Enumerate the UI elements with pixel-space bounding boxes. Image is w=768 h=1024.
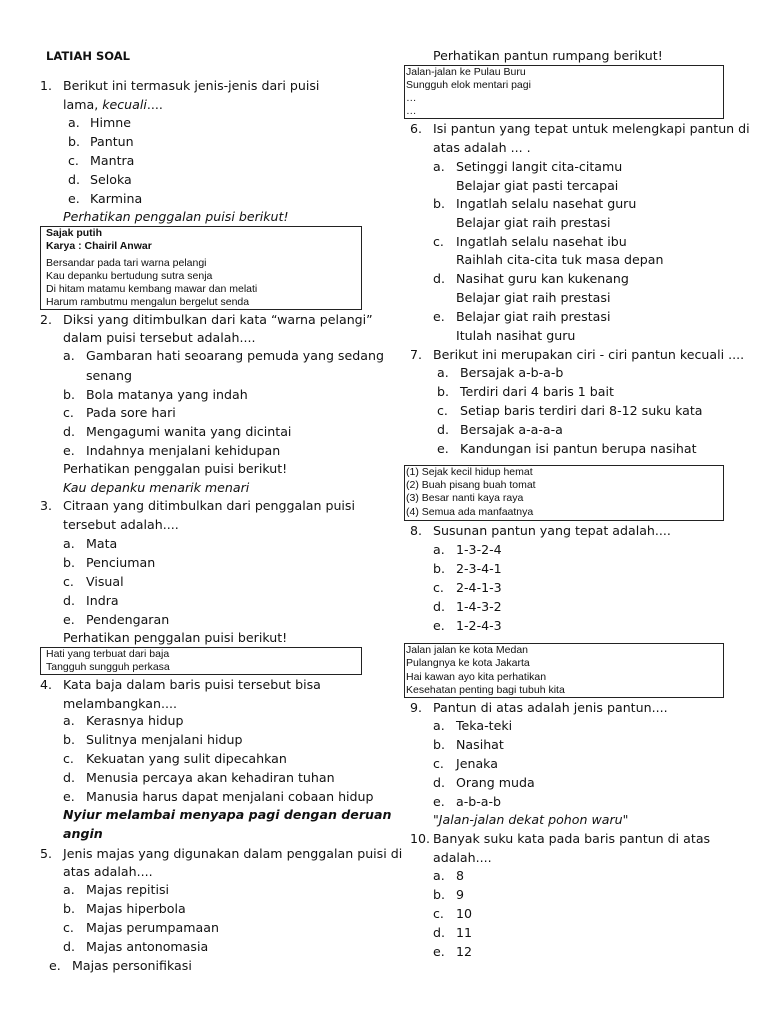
option-letter: e.: [63, 443, 75, 458]
option-text: Seloka: [90, 172, 132, 187]
option-text: Manusia harus dapat menjalani cobaan hidup: [86, 789, 374, 804]
option-text: Itulah nasihat guru: [456, 328, 576, 343]
poem-line: Harum rambutmu mengalun bergelut senda: [46, 296, 250, 308]
option-letter: b.: [63, 901, 75, 916]
option-text: Ingatlah selalu nasehat ibu: [456, 234, 627, 249]
pantun-line: (1) Sejak kecil hidup hemat: [406, 466, 533, 478]
pantun-line: Jalan-jalan ke Pulau Buru: [406, 66, 526, 78]
option-text: Belajar giat raih prestasi: [456, 215, 611, 230]
option-letter: a.: [433, 718, 445, 733]
option-text: Bola matanya yang indah: [86, 387, 248, 402]
pantun-quote: "Jalan-jalan dekat pohon waru": [433, 812, 629, 827]
question-number: 9.: [410, 700, 423, 715]
option-letter: e.: [63, 789, 75, 804]
option-text: Himne: [90, 115, 131, 130]
option-text: Majas hiperbola: [86, 901, 186, 916]
option-text: Kandungan isi pantun berupa nasihat: [460, 441, 697, 456]
option-letter: e.: [433, 618, 445, 633]
question-text: dalam puisi tersebut adalah....: [63, 330, 256, 345]
option-letter: a.: [433, 159, 445, 174]
option-letter: d.: [63, 424, 75, 439]
option-letter: c.: [433, 234, 444, 249]
instruction-text: Perhatikan penggalan puisi berikut!: [63, 209, 289, 224]
option-letter: d.: [433, 775, 445, 790]
option-letter: c.: [433, 906, 444, 921]
question-text: Susunan pantun yang tepat adalah....: [433, 523, 671, 538]
option-text: Belajar giat raih prestasi: [456, 309, 611, 324]
option-letter: a.: [433, 542, 445, 557]
question-number: 8.: [410, 523, 423, 538]
option-text: Mantra: [90, 153, 135, 168]
page-title: LATIAH SOAL: [46, 49, 130, 63]
option-text: Orang muda: [456, 775, 535, 790]
question-text: atas adalah....: [63, 864, 153, 879]
option-text: a-b-a-b: [456, 794, 502, 809]
pantun-line: Hai kawan ayo kita perhatikan: [406, 671, 547, 683]
option-text: 2-3-4-1: [456, 561, 502, 576]
option-letter: e.: [49, 958, 61, 973]
pantun-line: Kesehatan penting bagi tubuh kita: [406, 684, 565, 696]
poem-heading: Karya : Chairil Anwar: [46, 240, 152, 252]
option-text: Pantun: [90, 134, 134, 149]
option-letter: d.: [433, 271, 445, 286]
poem-line: Tangguh sungguh perkasa: [46, 661, 170, 673]
instruction-text: Perhatikan penggalan puisi berikut!: [63, 461, 288, 476]
question-text: Banyak suku kata pada baris pantun di atas: [433, 831, 711, 846]
question-number: 4.: [40, 677, 53, 692]
question-text: Isi pantun yang tepat untuk melengkapi pantun di: [433, 121, 750, 136]
option-text: Mata: [86, 536, 118, 551]
question-number: 2.: [40, 312, 53, 327]
pantun-line: Sungguh elok mentari pagi: [406, 79, 531, 91]
option-text: Kerasnya hidup: [86, 713, 184, 728]
question-text: Kata baja dalam baris puisi tersebut bisa: [63, 677, 321, 692]
option-letter: b.: [433, 737, 445, 752]
option-text: 10: [456, 906, 473, 921]
pantun-line: …: [406, 92, 417, 104]
option-letter: c.: [433, 580, 444, 595]
option-text: Nasihat: [456, 737, 504, 752]
option-letter: d.: [433, 599, 445, 614]
option-text: Raihlah cita-cita tuk masa depan: [456, 252, 664, 267]
option-letter: b.: [68, 134, 80, 149]
option-letter: d.: [433, 925, 445, 940]
question-text: adalah....: [433, 850, 492, 865]
option-text: Indra: [86, 593, 119, 608]
option-letter: c.: [68, 153, 79, 168]
question-text: lama,: [63, 97, 103, 112]
poem-line: Hati yang terbuat dari baja: [46, 648, 170, 660]
option-text: Bersajak a-a-a-a: [460, 422, 563, 437]
option-text: Karmina: [90, 191, 143, 206]
option-text: Sulitnya menjalani hidup: [86, 732, 243, 747]
option-letter: e.: [68, 191, 80, 206]
option-letter: a.: [63, 713, 75, 728]
option-text: Mengagumi wanita yang dicintai: [86, 424, 292, 439]
option-text: Pada sore hari: [86, 405, 176, 420]
option-text: Majas antonomasia: [86, 939, 209, 954]
option-text: Jenaka: [456, 756, 498, 771]
option-letter: e.: [437, 441, 449, 456]
option-letter: a.: [437, 365, 449, 380]
question-text: Diksi yang ditimbulkan dari kata “warna pelangi”: [63, 312, 373, 327]
question-text: tersebut adalah....: [63, 517, 179, 532]
option-text: Menusia percaya akan kehadiran tuhan: [86, 770, 335, 785]
option-text: 1-2-4-3: [456, 618, 502, 633]
option-text: Bersajak a-b-a-b: [460, 365, 564, 380]
question-text: melambangkan....: [63, 696, 177, 711]
option-text: Visual: [86, 574, 124, 589]
option-letter: d.: [63, 593, 75, 608]
pantun-line: (4) Semua ada manfaatnya: [406, 506, 534, 518]
option-text: Setiap baris terdiri dari 8-12 suku kata: [460, 403, 703, 418]
option-letter: b.: [433, 561, 445, 576]
question-number: 7.: [410, 347, 423, 362]
option-letter: c.: [63, 574, 74, 589]
pantun-line: Jalan jalan ke kota Medan: [406, 644, 528, 656]
question-number: 3.: [40, 498, 53, 513]
question-number: 10.: [410, 831, 431, 846]
emphasis-text: kecuali: [102, 97, 147, 112]
option-letter: c.: [437, 403, 448, 418]
option-letter: a.: [63, 348, 75, 363]
option-text: Majas personifikasi: [72, 958, 192, 973]
pantun-line: …: [406, 105, 417, 117]
option-text: Penciuman: [86, 555, 156, 570]
question-number: 1.: [40, 78, 53, 93]
option-text: Indahnya menjalani kehidupan: [86, 443, 281, 458]
poem-quote: Kau depanku menarik menari: [63, 480, 250, 495]
option-text: 2-4-1-3: [456, 580, 502, 595]
option-text: 1-3-2-4: [456, 542, 502, 557]
question-text: Berikut ini termasuk jenis-jenis dari puisi: [63, 78, 320, 93]
question-line: [63, 96, 163, 114]
question-text: Citraan yang ditimbulkan dari penggalan puisi: [63, 498, 355, 513]
option-text: Pendengaran: [86, 612, 170, 627]
option-letter: e.: [433, 944, 445, 959]
pantun-line: Pulangnya ke kota Jakarta: [406, 657, 530, 669]
option-letter: b.: [433, 887, 445, 902]
poem-line: Di hitam matamu kembang mawar dan melati: [46, 283, 258, 295]
option-text: 9: [456, 887, 465, 902]
option-letter: e.: [433, 794, 445, 809]
option-text: Majas repitisi: [86, 882, 170, 897]
option-letter: e.: [433, 309, 445, 324]
option-letter: a.: [63, 882, 75, 897]
option-text: Majas perumpamaan: [86, 920, 219, 935]
option-letter: a.: [68, 115, 80, 130]
option-letter: d.: [437, 422, 449, 437]
option-letter: d.: [63, 939, 75, 954]
option-text: 8: [456, 868, 465, 883]
option-letter: c.: [433, 756, 444, 771]
option-text: 1-4-3-2: [456, 599, 502, 614]
option-text: Belajar giat pasti tercapai: [456, 178, 619, 193]
option-letter: a.: [433, 868, 445, 883]
option-letter: d.: [68, 172, 80, 187]
option-letter: a.: [63, 536, 75, 551]
option-text: Kekuatan yang sulit dipecahkan: [86, 751, 287, 766]
poem-quote: angin: [63, 826, 103, 841]
option-letter: b.: [63, 387, 75, 402]
pantun-line: (2) Buah pisang buah tomat: [406, 479, 536, 491]
question-text-end: ....: [146, 97, 163, 112]
option-text: Gambaran hati seoarang pemuda yang sedang: [86, 348, 384, 363]
option-letter: c.: [63, 751, 74, 766]
poem-heading: Sajak putih: [46, 227, 103, 239]
poem-line: Bersandar pada tari warna pelangi: [46, 257, 207, 269]
poem-line: Kau depanku bertudung sutra senja: [46, 270, 213, 282]
option-letter: b.: [433, 196, 445, 211]
option-text: Belajar giat raih prestasi: [456, 290, 611, 305]
question-text: Jenis majas yang digunakan dalam penggalan puisi di: [63, 846, 403, 861]
poem-quote: Nyiur melambai menyapa pagi dengan deruan: [63, 807, 392, 822]
option-text: Setinggi langit cita-citamu: [456, 159, 623, 174]
question-number: 5.: [40, 846, 53, 861]
option-text: 11: [456, 925, 473, 940]
option-text: Nasihat guru kan kukenang: [456, 271, 629, 286]
option-letter: e.: [63, 612, 75, 627]
option-text: senang: [86, 368, 132, 383]
option-letter: c.: [63, 405, 74, 420]
instruction-text: Perhatikan pantun rumpang berikut!: [433, 48, 663, 63]
option-text: 12: [456, 944, 473, 959]
option-letter: b.: [437, 384, 449, 399]
instruction-text: Perhatikan penggalan puisi berikut!: [63, 630, 288, 645]
option-letter: b.: [63, 732, 75, 747]
option-text: Ingatlah selalu nasehat guru: [456, 196, 637, 211]
option-letter: c.: [63, 920, 74, 935]
question-text: Pantun di atas adalah jenis pantun....: [433, 700, 668, 715]
option-text: Terdiri dari 4 baris 1 bait: [460, 384, 614, 399]
option-text: Teka-teki: [456, 718, 513, 733]
question-text: atas adalah ... .: [433, 140, 531, 155]
question-text: Berikut ini merupakan ciri - ciri pantun kecuali ....: [433, 347, 745, 362]
pantun-line: (3) Besar nanti kaya raya: [406, 492, 524, 504]
option-letter: b.: [63, 555, 75, 570]
question-number: 6.: [410, 121, 423, 136]
option-letter: d.: [63, 770, 75, 785]
